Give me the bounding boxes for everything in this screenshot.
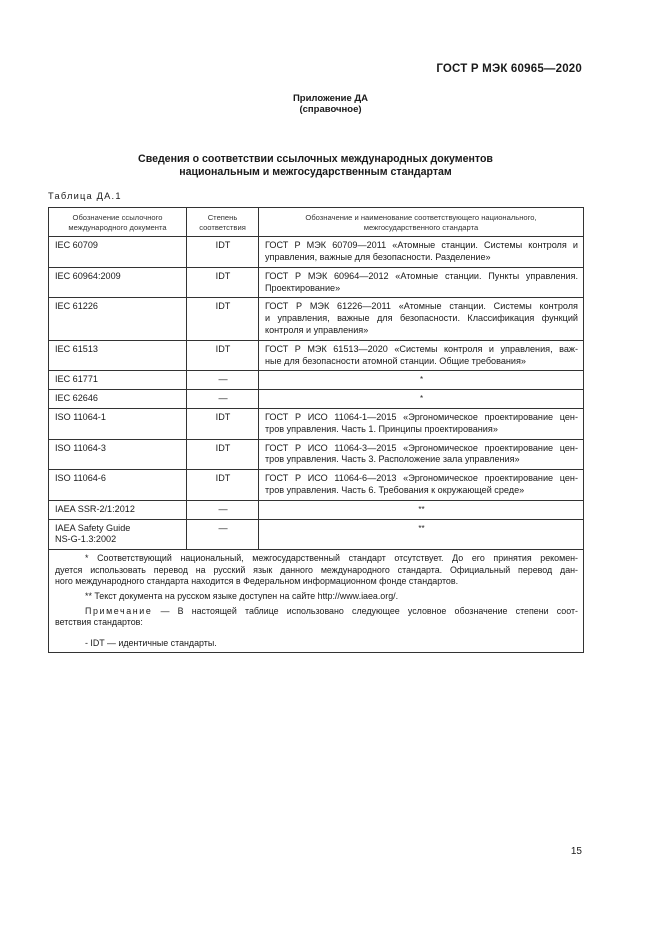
footnote-mark-cell: *	[259, 371, 584, 390]
note-label: Примечание	[85, 605, 153, 616]
table-row	[49, 470, 584, 501]
degree-cell: IDT	[187, 408, 259, 439]
table-note: Примечание — В настоящей таблице использовано следующее условное обозначение степени соот- ветствия стандартов:	[55, 605, 579, 628]
document-title-line1: Сведения о соответствии ссылочных международных документов	[138, 153, 493, 165]
footnote-single-star: * Соответствующий национальный, межгосударственный стандарт отсутствует. До его принятия рекомен- дуется использовать перевод на русский язык данного международного стандарта. Официальный перевод дан- ного международного стандарта находится в Федеральном информационном фонде стандартов.	[55, 553, 578, 587]
table-row	[49, 519, 584, 550]
ref-cell: IEC 60709	[49, 237, 187, 268]
standard-cell: ГОСТ Р МЭК 60709—2011 «Атомные станции. Системы контроля и управления, важные для безопасности. Разделение»	[259, 237, 584, 268]
standard-cell: ГОСТ Р ИСО 11064-1—2015 «Эргономическое проектирование цен- тров управления. Часть 1. Принципы проектирования»	[259, 408, 584, 439]
degree-cell: —	[187, 390, 259, 409]
ref-cell: IAEA Safety Guide NS-G-1.3:2002	[49, 519, 187, 550]
standard-cell: ГОСТ Р МЭК 61226—2011 «Атомные станции. Системы контроля и управления, важные для безопасности. Классификация функций контроля и управления»	[259, 298, 584, 340]
document-title	[0, 153, 631, 179]
ref-cell: IAEA SSR-2/1:2012	[49, 500, 187, 519]
table-footnotes	[49, 550, 584, 653]
appendix-heading	[0, 93, 661, 115]
table-footnotes-row	[49, 550, 584, 653]
ref-cell: IEC 61226	[49, 298, 187, 340]
ref-cell: IEC 60964:2009	[49, 267, 187, 298]
footnote-mark-cell: **	[259, 500, 584, 519]
ref-cell: ISO 11064-6	[49, 470, 187, 501]
standard-cell: ГОСТ Р ИСО 11064-6—2013 «Эргономическое проектирование цен- тров управления. Часть 6. Требования к окружающей среде»	[259, 470, 584, 501]
ref-cell: IEC 61513	[49, 340, 187, 371]
footnote-mark-cell: *	[259, 390, 584, 409]
degree-cell: —	[187, 500, 259, 519]
header-national-standard: Обозначение и наименование соответствующего национального, межгосударственного стандарта	[259, 208, 584, 237]
degree-cell: IDT	[187, 470, 259, 501]
table-row	[49, 439, 584, 470]
footnote-mark-cell: **	[259, 519, 584, 550]
table-caption: Таблица ДА.1	[48, 191, 122, 201]
appendix-title: Приложение ДА	[292, 93, 369, 104]
table-header-row	[49, 208, 584, 237]
ref-cell: IEC 61771	[49, 371, 187, 390]
degree-cell: IDT	[187, 298, 259, 340]
ref-cell: ISO 11064-3	[49, 439, 187, 470]
header-degree: Степень соответствия	[187, 208, 259, 237]
standard-cell: ГОСТ Р МЭК 60964—2012 «Атомные станции. Пункты управления. Проектирование»	[259, 267, 584, 298]
degree-cell: —	[187, 371, 259, 390]
table-row	[49, 237, 584, 268]
standard-cell: ГОСТ Р ИСО 11064-3—2015 «Эргономическое проектирование цен- тров управления. Часть 3. Расположение зала управления»	[259, 439, 584, 470]
page-number: 15	[570, 846, 582, 857]
table-row	[49, 408, 584, 439]
degree-cell: —	[187, 519, 259, 550]
degree-cell: IDT	[187, 340, 259, 371]
ref-cell: ISO 11064-1	[49, 408, 187, 439]
degree-cell: IDT	[187, 237, 259, 268]
ref-cell: IEC 62646	[49, 390, 187, 409]
table-row	[49, 500, 584, 519]
correspondence-table	[48, 207, 584, 653]
header-ref-document: Обозначение ссылочного международного документа	[49, 208, 187, 237]
document-title-line2: национальным и межгосударственным стандартам	[179, 166, 452, 178]
standard-cell: ГОСТ Р МЭК 61513—2020 «Системы контроля и управления, важ- ные для безопасности атомной станции. Общие требования»	[259, 340, 584, 371]
footnote-double-star: ** Текст документа на русском языке доступен на сайте http://www.iaea.org/.	[85, 590, 399, 601]
table-row	[49, 340, 584, 371]
idt-definition: - IDT — идентичные стандарты.	[85, 637, 217, 648]
degree-cell: IDT	[187, 439, 259, 470]
table-row	[49, 298, 584, 340]
table-row	[49, 267, 584, 298]
standard-code: ГОСТ Р МЭК 60965—2020	[436, 63, 582, 75]
table-row	[49, 390, 584, 409]
degree-cell: IDT	[187, 267, 259, 298]
appendix-subtitle: (справочное)	[299, 104, 362, 115]
table-row	[49, 371, 584, 390]
